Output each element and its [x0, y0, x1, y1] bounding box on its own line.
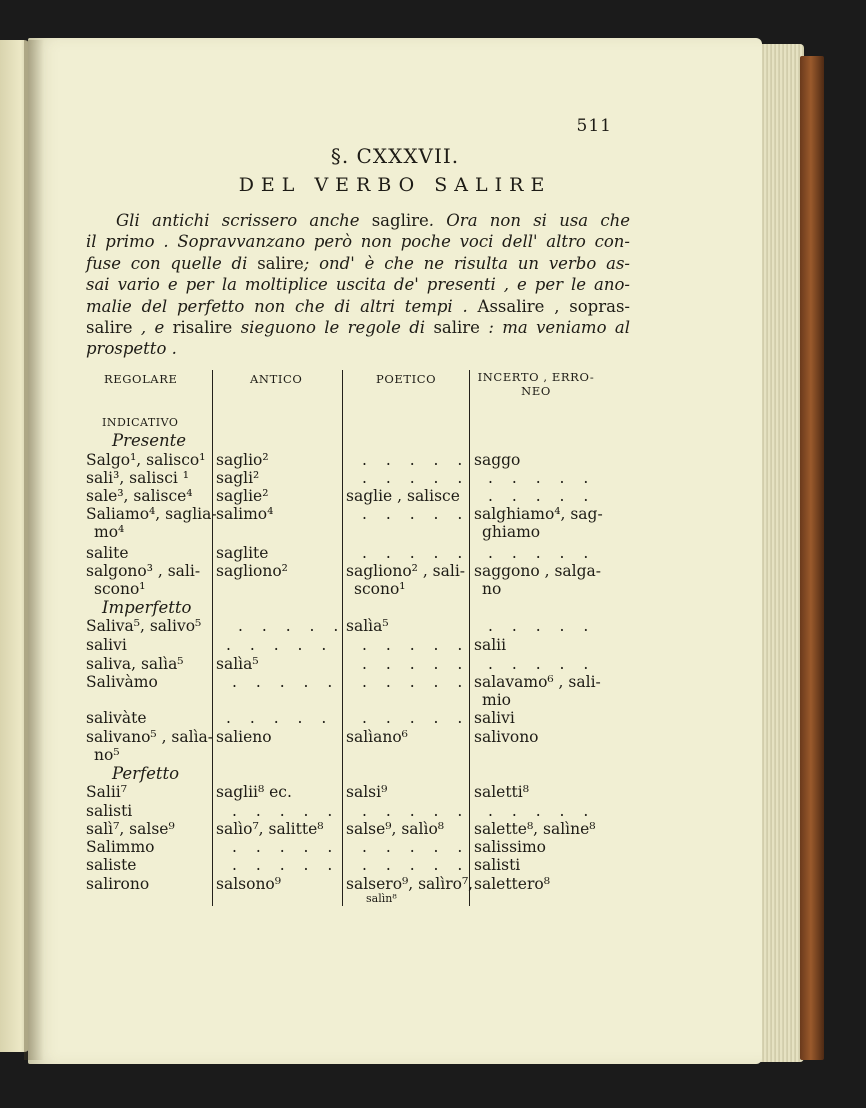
cell-regolare: salgono³ , sali-	[86, 562, 201, 580]
header-incerto-line: NEO	[521, 384, 551, 398]
section-number: §. CXXXVII.	[330, 144, 460, 168]
cell-poetico: sagliono² , sali-	[346, 562, 466, 580]
cell-regolare: salivàte	[86, 709, 147, 727]
cell-incerto: salghiamo⁴, sag-	[474, 505, 603, 523]
cell-antico: sagliono²	[216, 562, 288, 580]
cell-poetico: salsi⁹	[346, 783, 388, 801]
cell-regolare: scono¹	[94, 580, 146, 598]
italic-run: sai vario e per la moltiplice uscita de' presenti , e per le ano-	[86, 275, 630, 295]
cell-regolare: mo⁴	[94, 523, 125, 541]
italic-run: il primo . Sopravvanzano però non poche voci dell' altro con-	[86, 232, 630, 252]
cell-incerto: saggo	[474, 451, 521, 469]
cell-antico: . . . . .	[226, 636, 334, 654]
header-poetico: POETICO	[376, 372, 437, 386]
cell-regolare: sale³, salisce⁴	[86, 487, 193, 505]
cell-regolare: saliste	[86, 856, 137, 874]
cell-antico: salimo⁴	[216, 505, 274, 523]
cell-regolare: Salimmo	[86, 838, 155, 856]
cell-incerto: salisti	[474, 856, 521, 874]
cell-incerto: . . . . .	[488, 655, 596, 673]
cell-antico: . . . . .	[238, 617, 346, 635]
cell-poetico: salse⁹, salìo⁸	[346, 820, 445, 838]
cell-poetico: scono¹	[354, 580, 406, 598]
cell-poetico: . . . . .	[362, 709, 470, 727]
chapter-title: DEL VERBO SALIRE	[238, 174, 552, 196]
cell-regolare: salivi	[86, 636, 127, 654]
cell-regolare: Saliva⁵, salivo⁵	[86, 617, 202, 635]
cell-incerto: saletti⁸	[474, 783, 529, 801]
italic-run: ; ond' è che ne risulta un verbo as-	[303, 253, 631, 273]
roman-run: salire	[86, 318, 133, 338]
cell-poetico: salsero⁹, salìro⁷,	[346, 875, 474, 893]
cell-poetico: . . . . .	[362, 856, 470, 874]
column-divider	[212, 370, 213, 906]
cell-incerto: . . . . .	[488, 617, 596, 635]
cell-regolare: Saliamo⁴, saglia-	[86, 505, 217, 523]
cell-antico: saglio²	[216, 451, 269, 469]
cell-antico: . . . . .	[226, 709, 334, 727]
cell-antico: salieno	[216, 728, 272, 746]
italic-run: : ma veniamo al	[479, 318, 630, 338]
cell-antico: saglite	[216, 544, 269, 562]
cell-poetico: . . . . .	[362, 451, 470, 469]
cell-regolare: sali³, salisci ¹	[86, 469, 190, 487]
cell-regolare: salite	[86, 544, 129, 562]
italic-run: malie del perfetto non che di altri tempi .	[86, 296, 478, 316]
cell-incerto: . . . . .	[488, 802, 596, 820]
cell-poetico: . . . . .	[362, 544, 470, 562]
cell-incerto: ghiamo	[482, 523, 541, 541]
cell-antico: saglii⁸ ec.	[216, 783, 292, 801]
book-cover-edge	[800, 56, 824, 1060]
cell-antico: salsono⁹	[216, 875, 281, 893]
cell-regolare: salirono	[86, 875, 150, 893]
cell-regolare: salivano⁵ , salìa-	[86, 728, 214, 746]
cell-incerto: salii	[474, 636, 507, 654]
header-regolare: REGOLARE	[104, 372, 178, 386]
intro-line	[86, 274, 630, 295]
cell-poetico: . . . . .	[362, 469, 470, 487]
cell-poetico: saglie , salisce	[346, 487, 460, 505]
italic-run: fuse con quelle di	[86, 253, 258, 273]
cell-poetico: . . . . .	[362, 673, 470, 691]
cell-incerto: . . . . .	[488, 487, 596, 505]
cell-incerto: salettero⁸	[474, 875, 550, 893]
cell-incerto: . . . . .	[488, 469, 596, 487]
column-divider	[342, 370, 343, 906]
cell-antico: . . . . .	[232, 673, 340, 691]
spine-shadow	[24, 40, 44, 1060]
header-antico: ANTICO	[250, 372, 303, 386]
mood-label: INDICATIVO	[102, 416, 179, 429]
cell-regolare: Salivàmo	[86, 673, 158, 691]
cell-regolare: no⁵	[94, 746, 120, 764]
italic-run: Gli antichi scrissero anche	[116, 211, 372, 230]
cell-antico: salìa⁵	[216, 655, 259, 673]
cell-regolare: salisti	[86, 802, 133, 820]
cell-poetico: . . . . .	[362, 802, 470, 820]
cell-poetico: . . . . .	[362, 636, 470, 654]
cell-incerto: salette⁸, salìne⁸	[474, 820, 596, 838]
roman-run: Assalire , sopras-	[477, 296, 630, 316]
page-number: 511	[576, 116, 612, 136]
cell-regolare: salì⁷, salse⁹	[86, 820, 175, 838]
roman-run: risalire	[172, 318, 233, 338]
cell-poetico: salìano⁶	[346, 728, 408, 746]
cell-poetico: . . . . .	[362, 838, 470, 856]
cell-regolare: saliva, salìa⁵	[86, 655, 184, 673]
cell-regolare: Salii⁷	[86, 783, 127, 801]
cell-poetico: salìn⁸	[366, 893, 397, 904]
cell-antico: salìo⁷, salitte⁸	[216, 820, 324, 838]
italic-run: sieguono le regole di	[232, 318, 434, 338]
cell-incerto: . . . . .	[488, 544, 596, 562]
cell-antico: saglie²	[216, 487, 269, 505]
book-page	[28, 38, 762, 1064]
intro-line	[86, 338, 630, 359]
intro-line	[86, 317, 630, 338]
intro-line	[86, 296, 630, 317]
cell-antico: . . . . .	[232, 802, 340, 820]
tense-label: Presente	[112, 431, 187, 450]
intro-line	[86, 253, 630, 274]
intro-line	[86, 210, 630, 231]
italic-run: , e	[132, 318, 173, 338]
intro-paragraph	[86, 210, 630, 360]
header-incerto	[474, 370, 598, 398]
cell-incerto: salivono	[474, 728, 539, 746]
cell-incerto: salavamo⁶ , sali-	[474, 673, 601, 691]
cell-antico: . . . . .	[232, 856, 340, 874]
roman-run: salire	[433, 318, 480, 338]
cell-antico: sagli²	[216, 469, 260, 487]
cell-incerto: mio	[482, 691, 511, 709]
cell-poetico: salìa⁵	[346, 617, 389, 635]
header-incerto-line: INCERTO , ERRO-	[477, 370, 595, 384]
cell-antico: . . . . .	[232, 838, 340, 856]
cell-poetico: . . . . .	[362, 655, 470, 673]
roman-run: salire	[257, 253, 304, 273]
cell-incerto: saggono , salga-	[474, 562, 602, 580]
italic-run: . Ora non si usa che	[428, 211, 630, 230]
intro-line	[86, 231, 630, 252]
cell-incerto: no	[482, 580, 502, 598]
cell-incerto: salissimo	[474, 838, 547, 856]
tense-label: Perfetto	[112, 764, 180, 783]
cell-regolare: Salgo¹, salisco¹	[86, 451, 206, 469]
cell-incerto: salivi	[474, 709, 515, 727]
cell-poetico: . . . . .	[362, 505, 470, 523]
tense-label: Imperfetto	[102, 598, 192, 617]
roman-run: saglire	[371, 211, 429, 230]
italic-run: prospetto .	[86, 339, 177, 359]
conjugation-table	[86, 366, 634, 906]
